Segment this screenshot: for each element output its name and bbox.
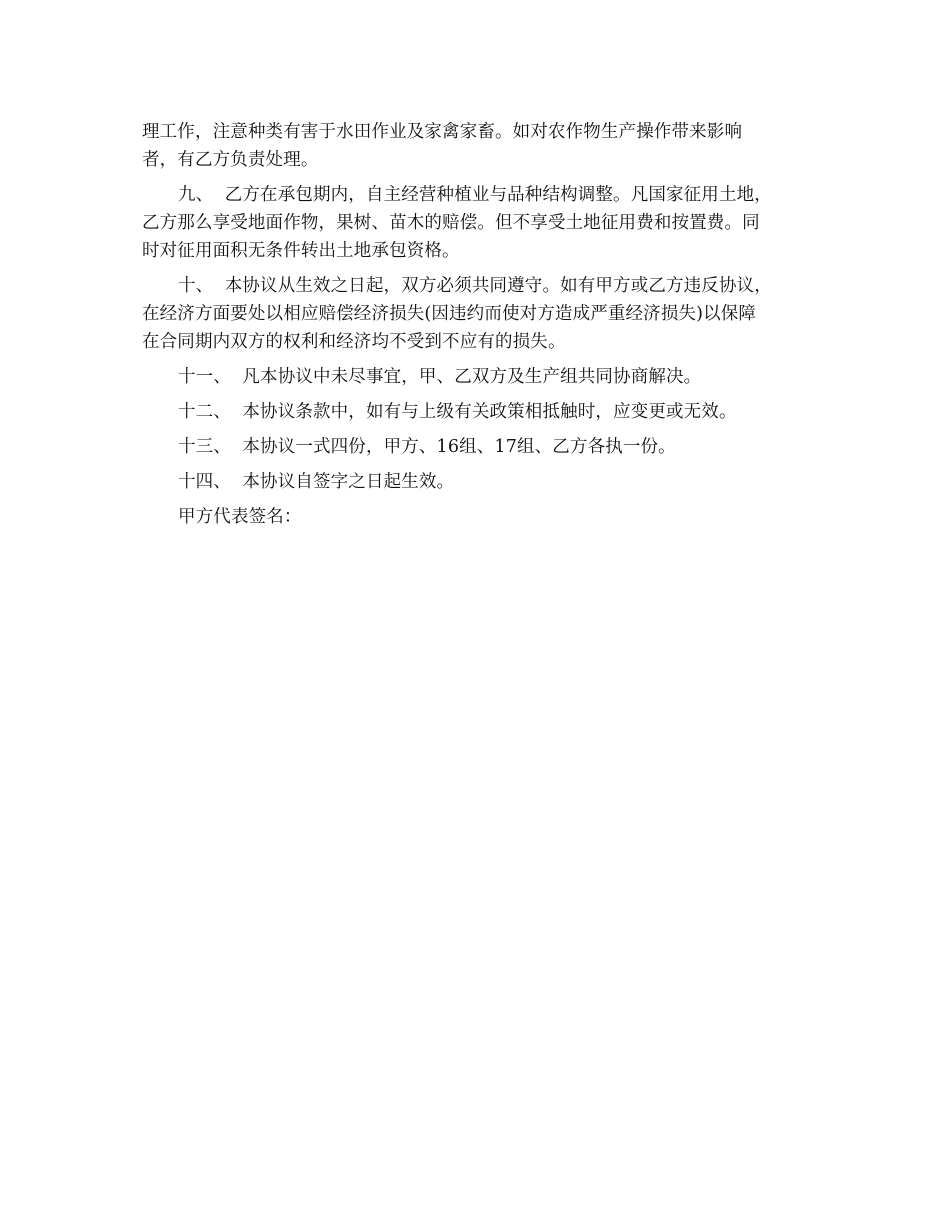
text-line: 本协议条款中，如有与上级有关政策相抵触时，应变更或无效。 bbox=[242, 402, 737, 422]
text-line: 本协议从生效之日起，双方必须共同遵守。如有甲方或乙方违反协议， bbox=[224, 276, 772, 296]
clause-number: 十三、 bbox=[178, 437, 231, 457]
clause-10 bbox=[142, 272, 802, 356]
clause-number: 十四、 bbox=[178, 472, 231, 492]
document-body bbox=[142, 118, 802, 538]
signature-label: 甲方代表签名： bbox=[178, 507, 302, 527]
clause-first-line bbox=[142, 398, 802, 426]
text-line: 本协议自签字之日起生效。 bbox=[242, 472, 455, 492]
text-line: 时对征用面积无条件转出土地承包资格。 bbox=[142, 241, 460, 261]
text-line: 乙方在承包期内，自主经营种植业与品种结构调整。凡国家征用土地， bbox=[224, 185, 772, 205]
clause-number: 十一、 bbox=[178, 367, 231, 387]
text-line: 在合同期内双方的权利和经济均不受到不应有的损失。 bbox=[142, 332, 566, 352]
text-line: 本协议一式四份，甲方、16组、17组、乙方各执一份。 bbox=[242, 437, 676, 457]
text-line: 凡本协议中未尽事宜，甲、乙双方及生产组共同协商解决。 bbox=[242, 367, 702, 387]
continuation-paragraph bbox=[142, 118, 802, 174]
clause-first-line bbox=[142, 363, 802, 391]
text-line: 在经济方面要处以相应赔偿经济损失(因违约而使对方造成严重经济损失)以保障 bbox=[142, 304, 757, 324]
clause-number: 十二、 bbox=[178, 402, 231, 422]
clause-12 bbox=[142, 398, 802, 426]
clause-number: 九、 bbox=[178, 185, 214, 205]
clause-9 bbox=[142, 181, 802, 265]
clause-13 bbox=[142, 433, 802, 461]
clause-number: 十、 bbox=[178, 276, 214, 296]
clause-first-line bbox=[142, 181, 802, 209]
clause-first-line bbox=[142, 468, 802, 496]
text-line: 者，有乙方负责处理。 bbox=[142, 150, 319, 170]
text-line: 理工作，注意种类有害于水田作业及家禽家畜。如对农作物生产操作带来影响 bbox=[142, 122, 743, 142]
text-line: 乙方那么享受地面作物，果树、苗木的赔偿。但不享受土地征用费和按置费。同 bbox=[142, 213, 760, 233]
clause-11 bbox=[142, 363, 802, 391]
signature-line bbox=[142, 503, 802, 531]
clause-first-line bbox=[142, 433, 802, 461]
clause-14 bbox=[142, 468, 802, 496]
clause-first-line bbox=[142, 272, 802, 300]
